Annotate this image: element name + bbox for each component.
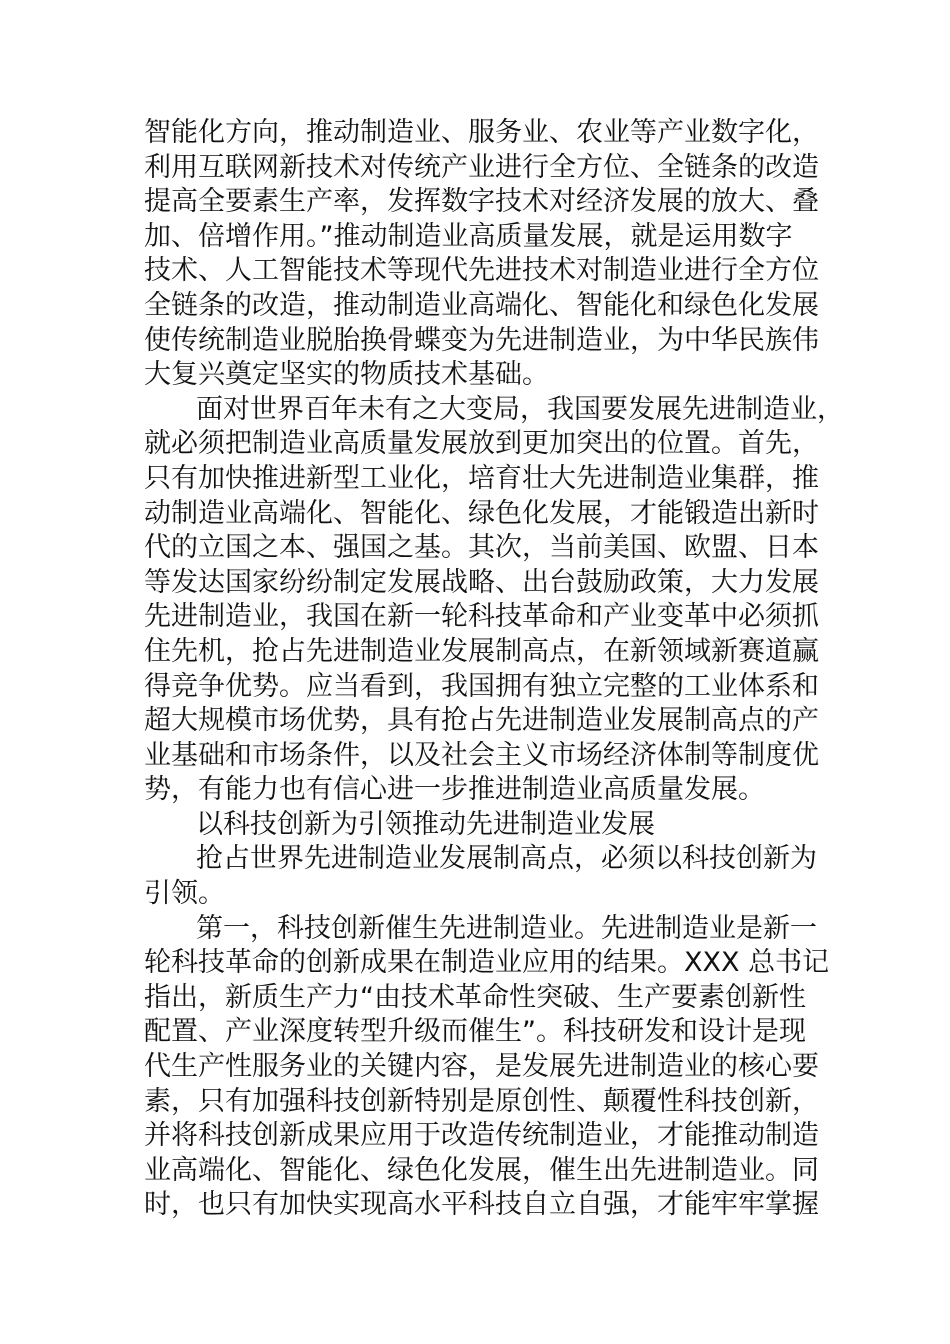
text-line: 超大规模市场优势，具有抢占先进制造业发展制高点的产 [144, 705, 819, 737]
text-line: 抢占世界先进制造业发展制高点，必须以科技创新为 [196, 843, 817, 875]
document-body [144, 116, 844, 1223]
text-line: 住先机，抢占先进制造业发展制高点，在新领域新赛道赢 [144, 635, 819, 667]
text-line: 技术、人工智能技术等现代先进技术对制造业进行全方位 [144, 255, 819, 287]
text-line: 业高端化、智能化、绿色化发展，催生出先进制造业。同 [144, 1154, 819, 1186]
text-line: 引领。 [144, 878, 225, 910]
text-line: 大复兴奠定坚实的物质技术基础。 [144, 359, 549, 391]
text-line: 利用互联网新技术对传统产业进行全方位、全链条的改造 [144, 151, 819, 183]
text-line: 业基础和市场条件，以及社会主义市场经济体制等制度优 [144, 739, 819, 771]
text-line: 配置、产业深度转型升级而催生”。科技研发和设计是现 [144, 1016, 806, 1048]
text-line: 全链条的改造，推动制造业高端化、智能化和绿色化发展 [144, 289, 819, 321]
text-line: 并将科技创新成果应用于改造传统制造业，才能推动制造 [144, 1120, 819, 1152]
text-line: 势，有能力也有信心进一步推进制造业高质量发展。 [144, 774, 765, 806]
text-line: 智能化方向，推动制造业、服务业、农业等产业数字化， [144, 117, 819, 148]
text-line: 时，也只有加快实现高水平科技自立自强，才能牢牢掌握 [144, 1189, 819, 1221]
text-line: 只有加快推进新型工业化，培育壮大先进制造业集群，推 [144, 462, 819, 494]
text-line: 以科技创新为引领推动先进制造业发展 [196, 808, 655, 840]
text-line: 先进制造业，我国在新一轮科技革命和产业变革中必须抓 [144, 601, 819, 633]
text-line: 提高全要素生产率，发挥数字技术对经济发展的放大、叠 [144, 186, 819, 218]
text-line: 等发达国家纷纷制定发展战略、出台鼓励政策，大力发展 [144, 566, 819, 598]
text-line: 指出，新质生产力“由技术革命性突破、生产要素创新性 [144, 981, 806, 1013]
text-line: 轮科技革命的创新成果在制造业应用的结果。XXX 总书记 [144, 947, 830, 979]
text-line: 第一，科技创新催生先进制造业。先进制造业是新一 [196, 912, 817, 944]
text-line: 得竞争优势。应当看到，我国拥有独立完整的工业体系和 [144, 670, 819, 702]
text-line: 加、倍增作用。”推动制造业高质量发展，就是运用数字 [144, 220, 793, 252]
text-line: 使传统制造业脱胎换骨蝶变为先进制造业，为中华民族伟 [144, 324, 819, 356]
text-line: 代生产性服务业的关键内容，是发展先进制造业的核心要 [144, 1051, 819, 1083]
text-line: 素，只有加强科技创新特别是原创性、颠覆性科技创新， [144, 1085, 819, 1117]
text-line: 动制造业高端化、智能化、绿色化发展，才能锻造出新时 [144, 497, 819, 529]
text-line: 面对世界百年未有之大变局，我国要发展先进制造业， [196, 393, 844, 425]
text-line: 就必须把制造业高质量发展放到更加突出的位置。首先， [144, 428, 819, 460]
text-line: 代的立国之本、强国之基。其次，当前美国、欧盟、日本 [144, 532, 819, 564]
